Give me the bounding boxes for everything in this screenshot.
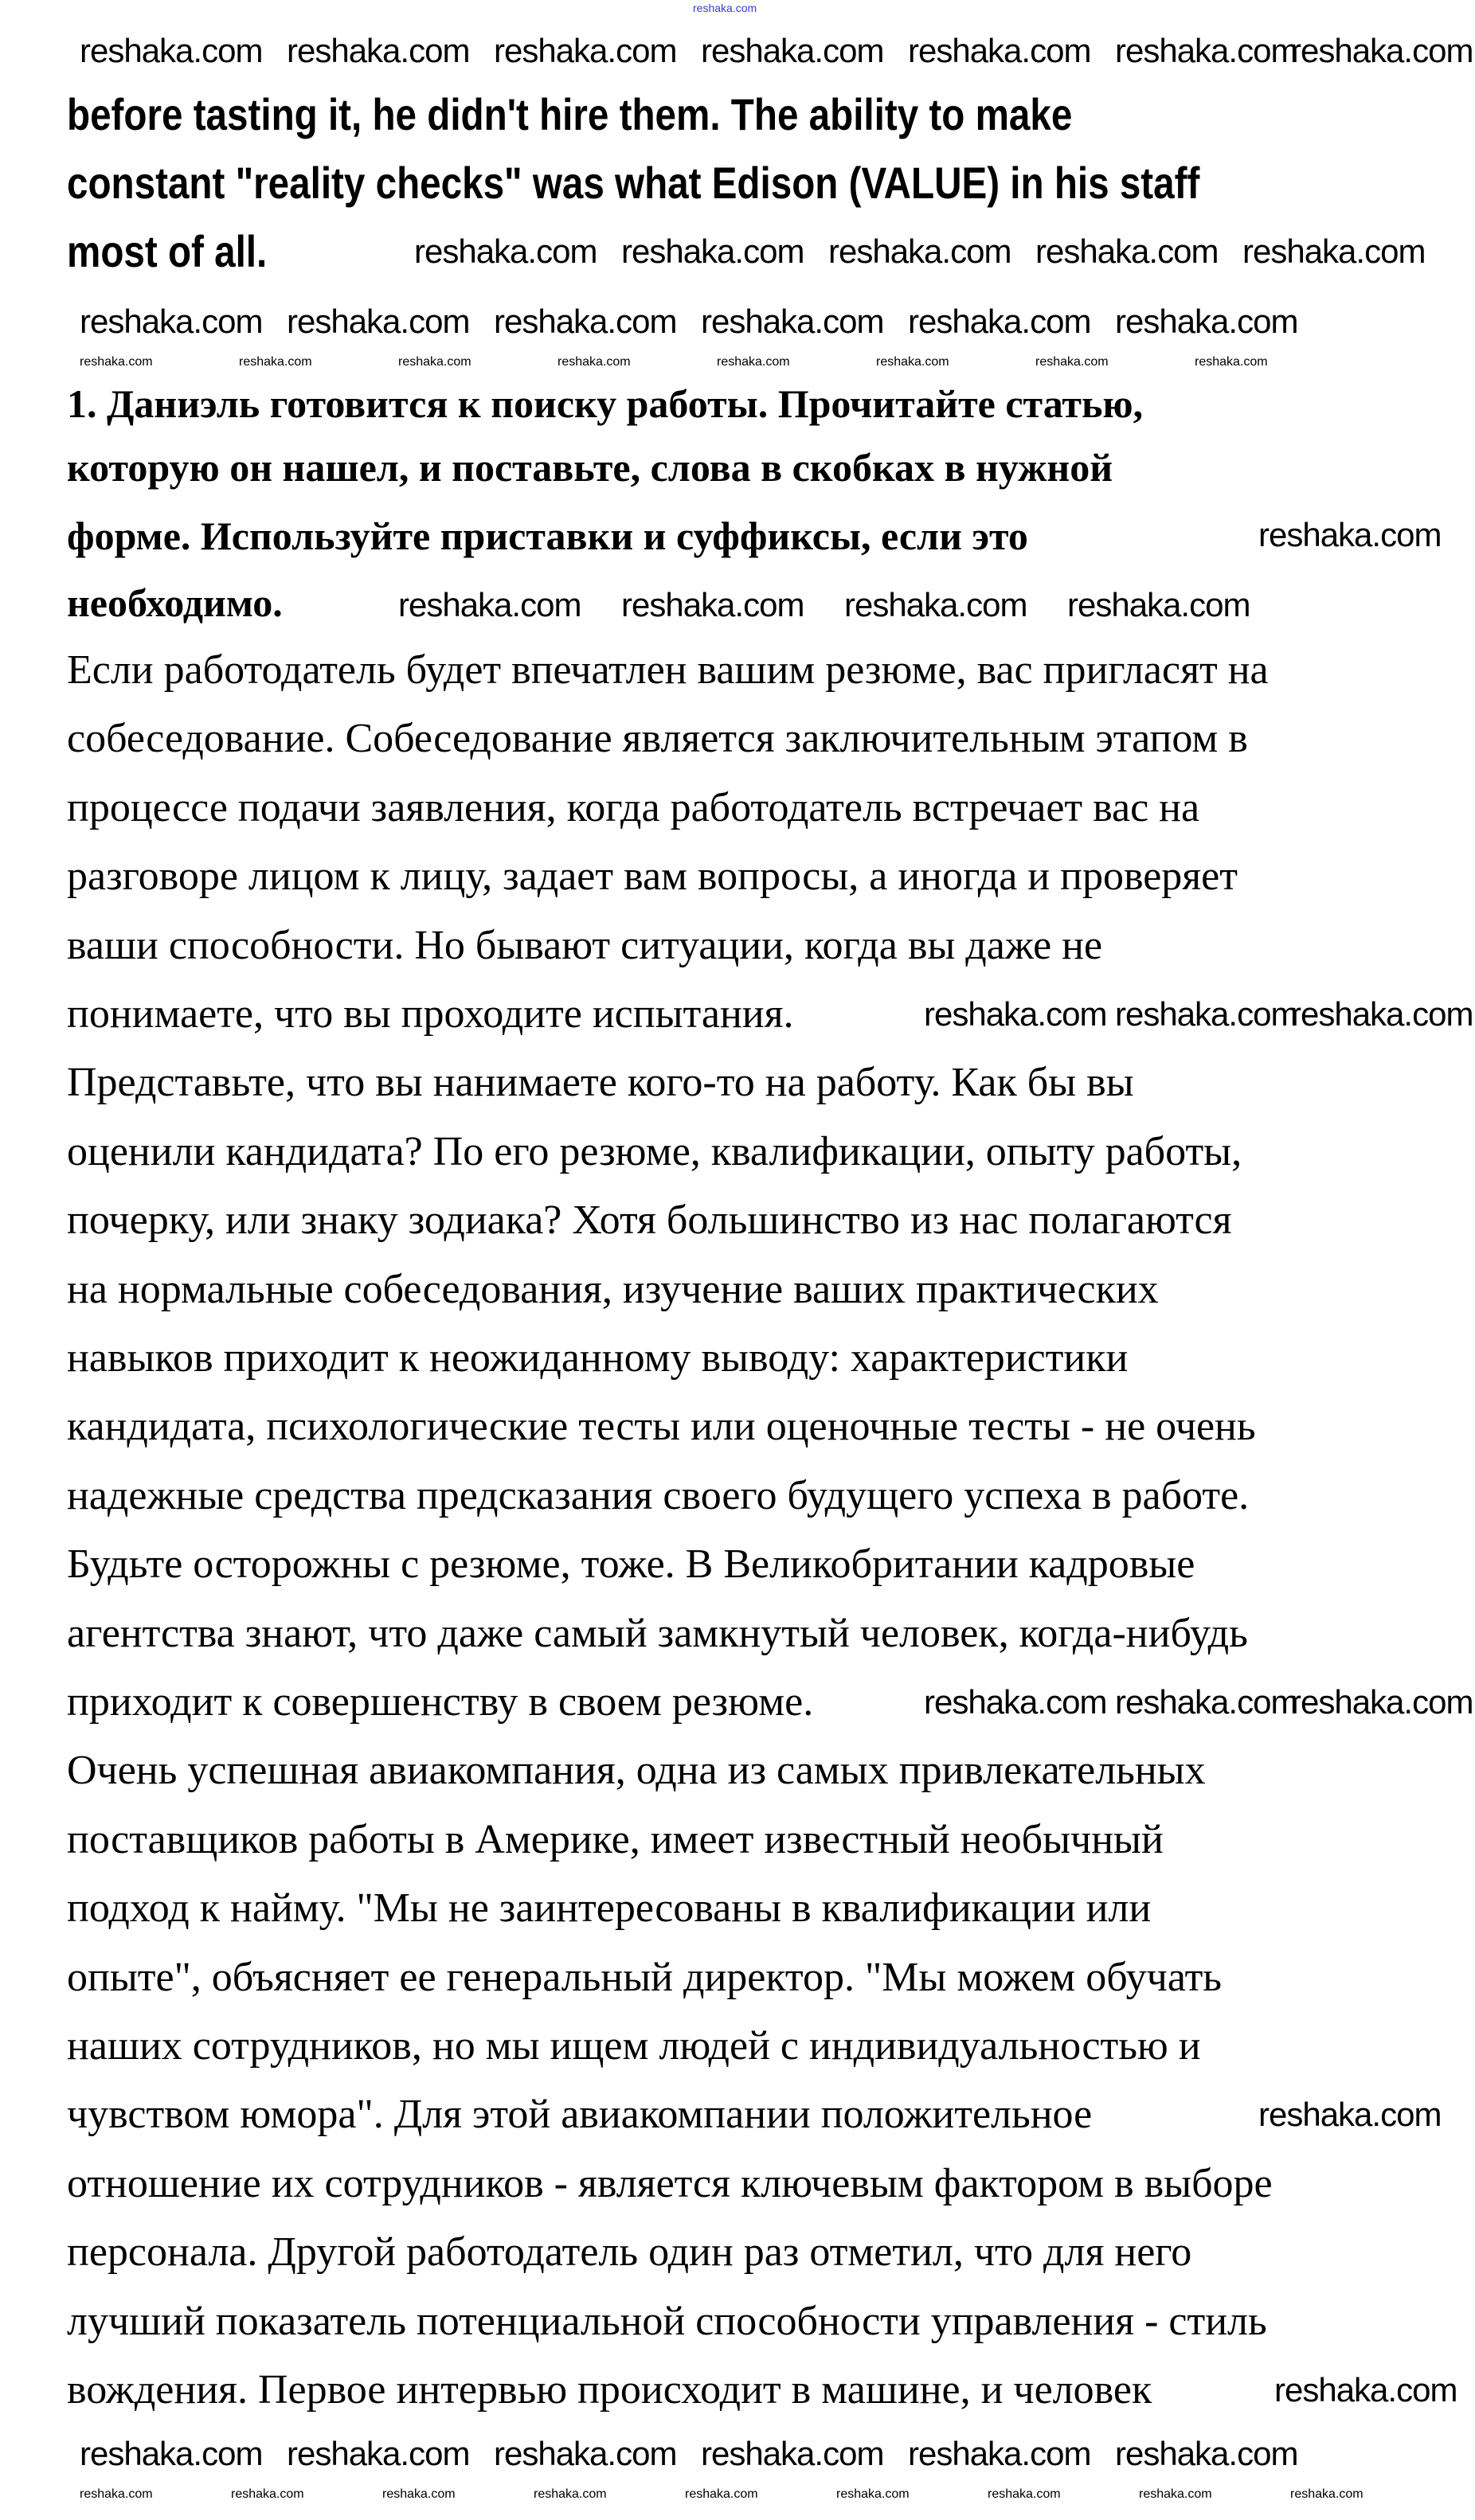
watermark: reshaka.com [1035, 232, 1219, 270]
watermark: reshaka.com [1115, 2435, 1298, 2472]
english-line: most of all. [67, 226, 268, 276]
watermark: reshaka.com [908, 2435, 1091, 2472]
article-line: Представьте, что вы нанимаете кого-то на работу. Как бы вы [67, 1060, 1134, 1106]
watermark: reshaka.com [1242, 232, 1426, 270]
watermark: reshaka.com [1115, 32, 1298, 69]
article-line: чувством юмора". Для этой авиакомпании положительное [67, 2092, 1093, 2138]
watermark-small: reshaka.com [1290, 2487, 1363, 2501]
watermark: reshaka.com [908, 32, 1091, 69]
heading-line: форме. Используйте приставки и суффиксы, если это [67, 514, 1028, 558]
article-line: кандидата, психологические тесты или оценочные тесты - не очень [67, 1404, 1256, 1450]
article-line: опыте", объясняет ее генеральный директор. "Мы можем обучать [67, 1954, 1223, 2000]
watermark: reshaka.com [1290, 1683, 1473, 1721]
watermark-small: reshaka.com [80, 355, 153, 369]
watermark: reshaka.com [494, 2435, 677, 2472]
watermark: reshaka.com [701, 2435, 884, 2472]
watermark: reshaka.com [1290, 32, 1473, 69]
article-line: поставщиков работы в Америке, имеет известный необычный [67, 1816, 1164, 1862]
watermark-small: reshaka.com [717, 355, 790, 369]
watermark-small: reshaka.com [558, 355, 631, 369]
watermark: reshaka.com [1274, 2371, 1457, 2409]
english-line: before tasting it, he didn't hire them. The ability to make [67, 89, 1073, 139]
watermark-small: reshaka.com [239, 355, 312, 369]
article-line: почерку, или знаку зодиака? Хотя большинство из нас полагаются [67, 1197, 1232, 1244]
article-line: навыков приходит к неожиданному выводу: характеристики [67, 1335, 1129, 1381]
heading-line: 1. Даниэль готовится к поиску работы. Прочитайте статью, [67, 381, 1144, 426]
article-line: понимаете, что вы проходите испытания. [67, 991, 794, 1037]
watermark: reshaka.com [1067, 586, 1250, 623]
watermark: reshaka.com [924, 1683, 1107, 1721]
article-line: собеседование. Собеседование является заключительным этапом в [67, 716, 1248, 762]
watermark: reshaka.com [287, 303, 470, 340]
article-line: надежные средства предсказания своего будущего успеха в работе. [67, 1472, 1250, 1518]
watermark: reshaka.com [1258, 516, 1442, 553]
watermark: reshaka.com [621, 586, 804, 623]
article-line: Если работодатель будет впечатлен вашим резюме, вас пригласят на [67, 647, 1269, 693]
watermark: reshaka.com [287, 2435, 470, 2472]
watermark: reshaka.com [414, 232, 597, 270]
watermark: reshaka.com [908, 303, 1091, 340]
watermark-small: reshaka.com [685, 2487, 758, 2501]
watermark: reshaka.com [287, 32, 470, 69]
article-line: Очень успешная авиакомпания, одна из самых привлекательных [67, 1748, 1206, 1794]
watermark: reshaka.com [80, 303, 263, 340]
watermark: reshaka.com [924, 995, 1107, 1033]
article-line: персонала. Другой работодатель один раз отметил, что для него [67, 2229, 1192, 2276]
article-line: разговоре лицом к лицу, задает вам вопросы, а иногда и проверяет [67, 854, 1238, 900]
article-line: оценили кандидата? По его резюме, квалификации, опыту работы, [67, 1128, 1242, 1174]
watermark: reshaka.com [828, 232, 1011, 270]
heading-line: необходимо. [67, 580, 283, 625]
article-line: наших сотрудников, но мы ищем людей с индивидуальностью и [67, 2023, 1201, 2069]
watermark-small: reshaka.com [1035, 355, 1109, 369]
article-line: на нормальные собеседования, изучение ваших практических [67, 1266, 1159, 1312]
english-line: constant "reality checks" was what Edison (VALUE) in his staff [67, 158, 1200, 208]
watermark-small: reshaka.com [231, 2487, 304, 2501]
watermark-small: reshaka.com [1139, 2487, 1212, 2501]
watermark: reshaka.com [494, 32, 677, 69]
watermark: reshaka.com [398, 586, 581, 623]
watermark: reshaka.com [494, 303, 677, 340]
article-line: приходит к совершенству в своем резюме. [67, 1679, 814, 1725]
watermark: reshaka.com [1258, 2096, 1442, 2133]
watermark: reshaka.com [80, 2435, 263, 2472]
article-line: лучший показатель потенциальной способности управления - стиль [67, 2298, 1267, 2344]
watermark: reshaka.com [701, 303, 884, 340]
article-line: ваши способности. Но бывают ситуации, когда вы даже не [67, 922, 1103, 968]
watermark-small: reshaka.com [534, 2487, 607, 2501]
watermark-small: reshaka.com [836, 2487, 910, 2501]
watermark: reshaka.com [1115, 1683, 1298, 1721]
site-watermark-header: reshaka.com [693, 2, 757, 14]
article-line: агентства знают, что даже самый замкнутый человек, когда-нибудь [67, 1610, 1248, 1656]
heading-line: которую он нашел, и поставьте, слова в скобках в нужной [67, 445, 1113, 490]
watermark: reshaka.com [1290, 995, 1473, 1033]
watermark-small: reshaka.com [382, 2487, 456, 2501]
watermark: reshaka.com [80, 32, 263, 69]
article-line: подход к найму. "Мы не заинтересованы в квалификации или [67, 1885, 1152, 1932]
article-line: Будьте осторожны с резюме, тоже. В Великобритании кадровые [67, 1541, 1195, 1588]
watermark-small: reshaka.com [876, 355, 949, 369]
watermark: reshaka.com [701, 32, 884, 69]
watermark: reshaka.com [844, 586, 1027, 623]
watermark-small: reshaka.com [988, 2487, 1061, 2501]
watermark-small: reshaka.com [80, 2487, 153, 2501]
watermark-small: reshaka.com [1195, 355, 1268, 369]
watermark-small: reshaka.com [398, 355, 471, 369]
watermark: reshaka.com [621, 232, 804, 270]
article-line: отношение их сотрудников - является ключевым фактором в выборе [67, 2160, 1273, 2206]
watermark: reshaka.com [1115, 303, 1298, 340]
watermark: reshaka.com [1115, 995, 1298, 1033]
article-line: вождения. Первое интервью происходит в машине, и человек [67, 2367, 1152, 2413]
article-line: процессе подачи заявления, когда работодатель встречает вас на [67, 784, 1200, 830]
